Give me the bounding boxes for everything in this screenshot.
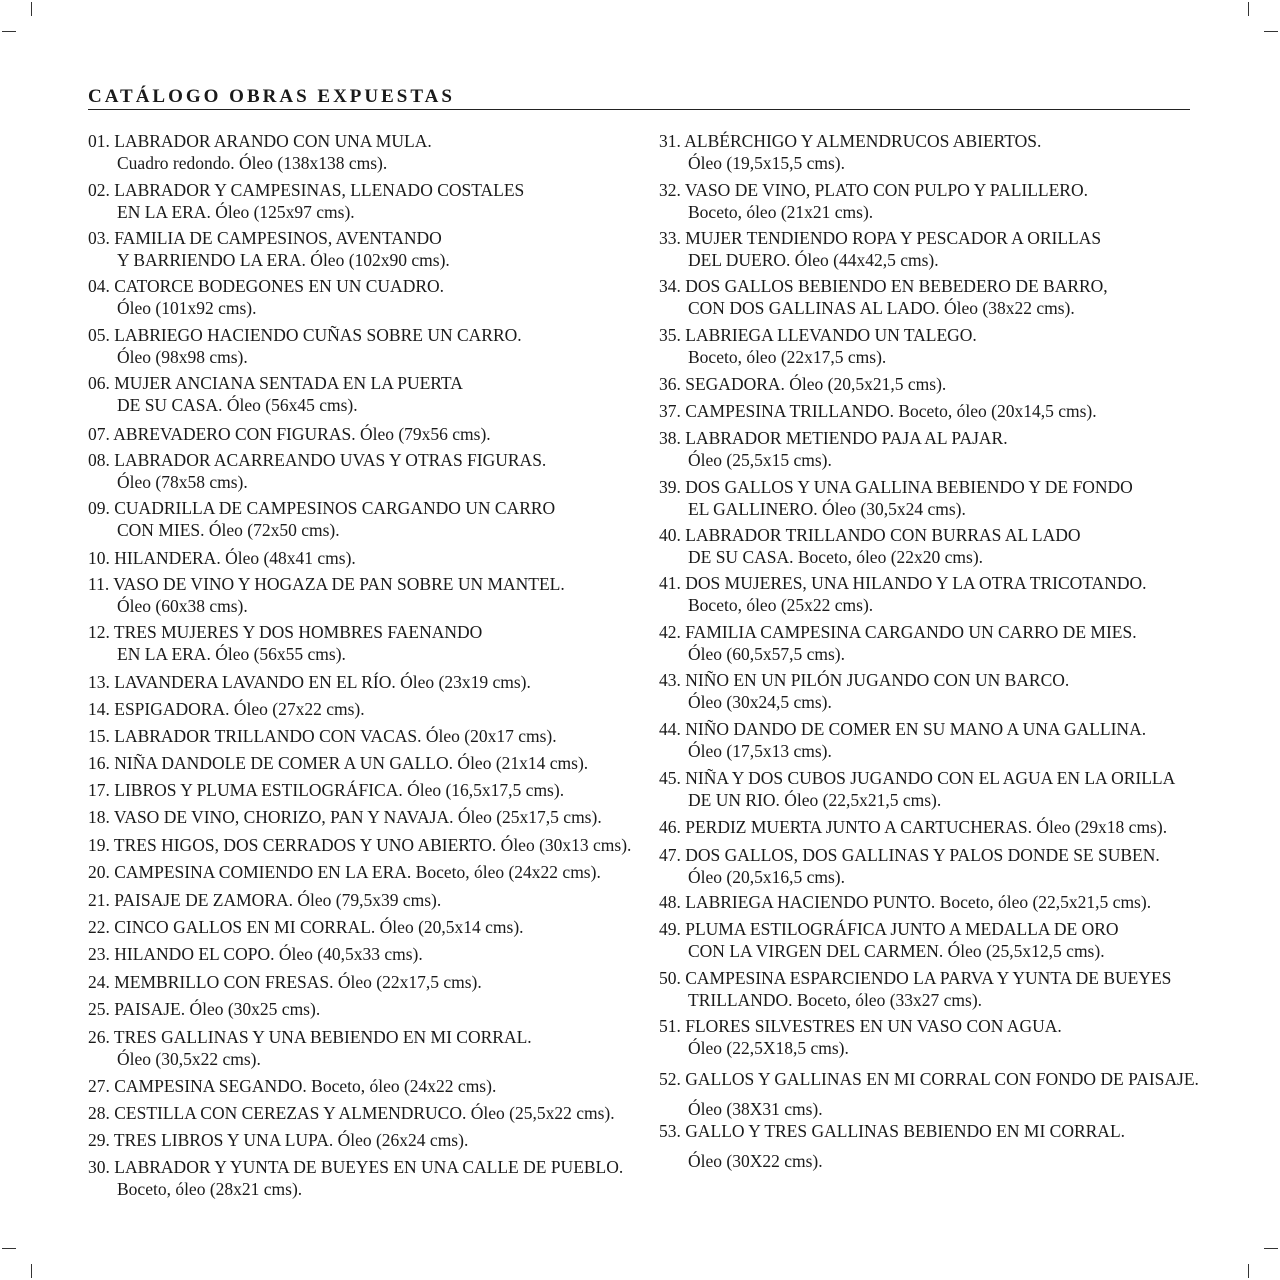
crop-mark: [2, 31, 16, 32]
entry-title: 33. MUJER TENDIENDO ROPA Y PESCADOR A ORILLAS: [659, 228, 1102, 248]
catalog-entry: [88, 889, 441, 911]
entry-title: 37. CAMPESINA TRILLANDO. Boceto, óleo (20x14,5 cms).: [659, 401, 1097, 421]
catalog-entry: [659, 400, 1097, 422]
entry-details: Óleo (38X31 cms).: [688, 1099, 823, 1119]
entry-title: 17. LIBROS Y PLUMA ESTILOGRÁFICA. Óleo (16,5x17,5 cms).: [88, 780, 565, 800]
entry-title: 03. FAMILIA DE CAMPESINOS, AVENTANDO: [88, 228, 442, 248]
title-rule: [88, 109, 1190, 110]
entry-details: Óleo (30,5x22 cms).: [117, 1049, 261, 1069]
entry-title: 50. CAMPESINA ESPARCIENDO LA PARVA Y YUNTA DE BUEYES: [659, 968, 1172, 988]
catalog-entry: [659, 621, 1137, 665]
entry-details: TRILLANDO. Boceto, óleo (33x27 cms).: [688, 990, 983, 1010]
entry-title: 46. PERDIZ MUERTA JUNTO A CARTUCHERAS. Óleo (29x18 cms).: [659, 817, 1168, 837]
entry-details: CON MIES. Óleo (72x50 cms).: [117, 520, 340, 540]
catalog-entry: [659, 227, 1101, 271]
entry-title: 29. TRES LIBROS Y UNA LUPA. Óleo (26x24 cms).: [88, 1130, 469, 1150]
entry-title: 13. LAVANDERA LAVANDO EN EL RÍO. Óleo (23x19 cms).: [88, 672, 531, 692]
crop-mark: [1248, 2, 1249, 16]
entry-details: EL GALLINERO. Óleo (30,5x24 cms).: [688, 499, 966, 519]
entry-title: 52. GALLOS Y GALLINAS EN MI CORRAL CON FONDO DE PAISAJE.: [659, 1069, 1199, 1089]
catalog-entry: [88, 752, 588, 774]
catalog-entry: [659, 476, 1133, 520]
entry-title: 51. FLORES SILVESTRES EN UN VASO CON AGUA.: [659, 1016, 1062, 1036]
entry-details: Óleo (20,5x16,5 cms).: [688, 867, 845, 887]
entry-title: 14. ESPIGADORA. Óleo (27x22 cms).: [88, 699, 365, 719]
catalog-entry: [88, 573, 565, 617]
entry-title: 02. LABRADOR Y CAMPESINAS, LLENADO COSTALES: [88, 180, 525, 200]
entry-title: 47. DOS GALLOS, DOS GALLINAS Y PALOS DONDE SE SUBEN.: [659, 845, 1160, 865]
catalog-entry: [659, 324, 977, 368]
catalog-entry: [88, 943, 423, 965]
entry-details: Boceto, óleo (25x22 cms).: [688, 595, 874, 615]
catalog-entry: [88, 834, 631, 856]
entry-details: CON LA VIRGEN DEL CARMEN. Óleo (25,5x12,5 cms).: [688, 941, 1105, 961]
entry-details: Óleo (98x98 cms).: [117, 347, 248, 367]
catalog-entry: [659, 718, 1146, 762]
page-title: CATÁLOGO OBRAS EXPUESTAS: [88, 86, 455, 107]
entry-title: 42. FAMILIA CAMPESINA CARGANDO UN CARRO DE MIES.: [659, 622, 1137, 642]
entry-title: 21. PAISAJE DE ZAMORA. Óleo (79,5x39 cms).: [88, 890, 442, 910]
entry-details: Óleo (78x58 cms).: [117, 472, 248, 492]
catalog-entry: [88, 227, 450, 271]
catalog-entry: [659, 373, 946, 395]
crop-mark: [31, 1264, 32, 1278]
entry-title: 45. NIÑA Y DOS CUBOS JUGANDO CON EL AGUA EN LA ORILLA: [659, 768, 1176, 788]
entry-title: 41. DOS MUJERES, UNA HILANDO Y LA OTRA TRICOTANDO.: [659, 573, 1147, 593]
catalog-entry: [88, 423, 491, 445]
entry-details: EN LA ERA. Óleo (56x55 cms).: [117, 644, 346, 664]
catalog-entry: [88, 449, 546, 493]
entry-title: 43. NIÑO EN UN PILÓN JUGANDO CON UN BARCO.: [659, 670, 1070, 690]
catalog-entry: [88, 372, 463, 416]
crop-mark: [2, 1248, 16, 1249]
catalog-entry: [659, 918, 1119, 962]
entry-title: 44. NIÑO DANDO DE COMER EN SU MANO A UNA GALLINA.: [659, 719, 1147, 739]
entry-details: Óleo (17,5x13 cms).: [688, 741, 832, 761]
entry-title: 07. ABREVADERO CON FIGURAS. Óleo (79x56 cms).: [88, 424, 491, 444]
entry-details: Óleo (25,5x15 cms).: [688, 450, 832, 470]
entry-details: Boceto, óleo (22x17,5 cms).: [688, 347, 887, 367]
catalog-entry: [88, 130, 432, 174]
catalog-entry: [659, 427, 1008, 471]
catalog-entry: [88, 725, 557, 747]
catalog-entry: [659, 130, 1041, 174]
catalog-entry: [659, 1015, 1062, 1059]
entry-details: Óleo (60,5x57,5 cms).: [688, 644, 845, 664]
catalog-entry: [659, 891, 1151, 913]
crop-mark: [31, 2, 32, 16]
entry-details: DE SU CASA. Boceto, óleo (22x20 cms).: [688, 547, 984, 567]
catalog-entry: [659, 275, 1108, 319]
entry-details: Óleo (22,5X18,5 cms).: [688, 1038, 849, 1058]
catalog-entry: [88, 698, 365, 720]
catalog-entry: [88, 1156, 623, 1200]
entry-title: 32. VASO DE VINO, PLATO CON PULPO Y PALILLERO.: [659, 180, 1088, 200]
catalog-entry: [88, 1102, 615, 1124]
entry-title: 30. LABRADOR Y YUNTA DE BUEYES EN UNA CALLE DE PUEBLO.: [88, 1157, 624, 1177]
entry-title: 15. LABRADOR TRILLANDO CON VACAS. Óleo (20x17 cms).: [88, 726, 557, 746]
catalog-entry: [659, 524, 1080, 568]
catalog-entry: [659, 844, 1160, 888]
crop-mark: [1264, 1248, 1278, 1249]
entry-title: 11. VASO DE VINO Y HOGAZA DE PAN SOBRE UN MANTEL.: [88, 574, 565, 594]
entry-title: 20. CAMPESINA COMIENDO EN LA ERA. Boceto, óleo (24x22 cms).: [88, 862, 601, 882]
catalog-entry: [88, 806, 602, 828]
catalog-entry: [659, 816, 1167, 838]
entry-details: Óleo (19,5x15,5 cms).: [688, 153, 845, 173]
entry-title: 38. LABRADOR METIENDO PAJA AL PAJAR.: [659, 428, 1008, 448]
catalog-entry: [88, 671, 531, 693]
entry-details: DE UN RIO. Óleo (22,5x21,5 cms).: [688, 790, 942, 810]
entry-title: 08. LABRADOR ACARREANDO UVAS Y OTRAS FIGURAS.: [88, 450, 547, 470]
entry-title: 25. PAISAJE. Óleo (30x25 cms).: [88, 999, 321, 1019]
catalog-entry: [88, 971, 482, 993]
entry-title: 06. MUJER ANCIANA SENTADA EN LA PUERTA: [88, 373, 463, 393]
entry-details: Boceto, óleo (28x21 cms).: [117, 1179, 303, 1199]
entry-title: 39. DOS GALLOS Y UNA GALLINA BEBIENDO Y DE FONDO: [659, 477, 1133, 497]
entry-details: Óleo (30X22 cms).: [688, 1151, 823, 1171]
catalog-entry: [659, 669, 1069, 713]
entry-title: 19. TRES HIGOS, DOS CERRADOS Y UNO ABIERTO. Óleo (30x13 cms).: [88, 835, 632, 855]
entry-title: 01. LABRADOR ARANDO CON UNA MULA.: [88, 131, 432, 151]
entry-title: 16. NIÑA DANDOLE DE COMER A UN GALLO. Óleo (21x14 cms).: [88, 753, 589, 773]
entry-title: 40. LABRADOR TRILLANDO CON BURRAS AL LADO: [659, 525, 1081, 545]
catalog-entry: [88, 1129, 468, 1151]
entry-title: 53. GALLO Y TRES GALLINAS BEBIENDO EN MI CORRAL.: [659, 1121, 1126, 1141]
catalog-entry: [88, 275, 444, 319]
entry-details: DEL DUERO. Óleo (44x42,5 cms).: [688, 250, 939, 270]
entry-details: CON DOS GALLINAS AL LADO. Óleo (38x22 cms).: [688, 298, 1075, 318]
catalog-entry: [659, 1120, 1125, 1172]
catalog-entry: [88, 779, 564, 801]
entry-title: 34. DOS GALLOS BEBIENDO EN BEBEDERO DE BARRO,: [659, 276, 1108, 296]
entry-title: 48. LABRIEGA HACIENDO PUNTO. Boceto, óleo (22,5x21,5 cms).: [659, 892, 1152, 912]
entry-title: 36. SEGADORA. Óleo (20,5x21,5 cms).: [659, 374, 947, 394]
entry-title: 10. HILANDERA. Óleo (48x41 cms).: [88, 548, 356, 568]
crop-mark: [1248, 1264, 1249, 1278]
entry-title: 28. CESTILLA CON CEREZAS Y ALMENDRUCO. Óleo (25,5x22 cms).: [88, 1103, 615, 1123]
catalog-entry: [88, 179, 524, 223]
catalog-entry: [659, 967, 1171, 1011]
catalog-entry: [88, 1026, 532, 1070]
catalog-entry: [88, 998, 320, 1020]
entry-title: 31. ALBÉRCHIGO Y ALMENDRUCOS ABIERTOS.: [659, 131, 1042, 151]
entry-title: 26. TRES GALLINAS Y UNA BEBIENDO EN MI CORRAL.: [88, 1027, 532, 1047]
entry-details: Cuadro redondo. Óleo (138x138 cms).: [117, 153, 388, 173]
entry-details: EN LA ERA. Óleo (125x97 cms).: [117, 202, 355, 222]
entry-title: 18. VASO DE VINO, CHORIZO, PAN Y NAVAJA. Óleo (25x17,5 cms).: [88, 807, 602, 827]
catalog-entry: [659, 767, 1175, 811]
entry-details: Óleo (30x24,5 cms).: [688, 692, 832, 712]
entry-details: Óleo (101x92 cms).: [117, 298, 257, 318]
entry-title: 23. HILANDO EL COPO. Óleo (40,5x33 cms).: [88, 944, 423, 964]
catalog-entry: [88, 547, 356, 569]
entry-title: 09. CUADRILLA DE CAMPESINOS CARGANDO UN CARRO: [88, 498, 556, 518]
entry-details: DE SU CASA. Óleo (56x45 cms).: [117, 395, 358, 415]
catalog-entry: [88, 621, 482, 665]
catalog-entry: [88, 916, 524, 938]
catalog-entry: [88, 497, 555, 541]
catalog-entry: [659, 572, 1146, 616]
entry-title: 22. CINCO GALLOS EN MI CORRAL. Óleo (20,5x14 cms).: [88, 917, 524, 937]
entry-title: 49. PLUMA ESTILOGRÁFICA JUNTO A MEDALLA DE ORO: [659, 919, 1119, 939]
entry-details: Boceto, óleo (21x21 cms).: [688, 202, 874, 222]
catalog-entry: [88, 861, 601, 883]
entry-title: 04. CATORCE BODEGONES EN UN CUADRO.: [88, 276, 445, 296]
entry-title: 05. LABRIEGO HACIENDO CUÑAS SOBRE UN CARRO.: [88, 325, 522, 345]
catalog-entry: [88, 324, 522, 368]
entry-title: 24. MEMBRILLO CON FRESAS. Óleo (22x17,5 cms).: [88, 972, 482, 992]
entry-details: Y BARRIENDO LA ERA. Óleo (102x90 cms).: [117, 250, 450, 270]
entry-title: 27. CAMPESINA SEGANDO. Boceto, óleo (24x22 cms).: [88, 1076, 497, 1096]
catalog-entry: [659, 179, 1088, 223]
catalog-entry: [659, 1068, 1199, 1120]
catalog-entry: [88, 1075, 496, 1097]
entry-details: Óleo (60x38 cms).: [117, 596, 248, 616]
crop-mark: [1264, 31, 1278, 32]
entry-title: 12. TRES MUJERES Y DOS HOMBRES FAENANDO: [88, 622, 483, 642]
entry-title: 35. LABRIEGA LLEVANDO UN TALEGO.: [659, 325, 977, 345]
